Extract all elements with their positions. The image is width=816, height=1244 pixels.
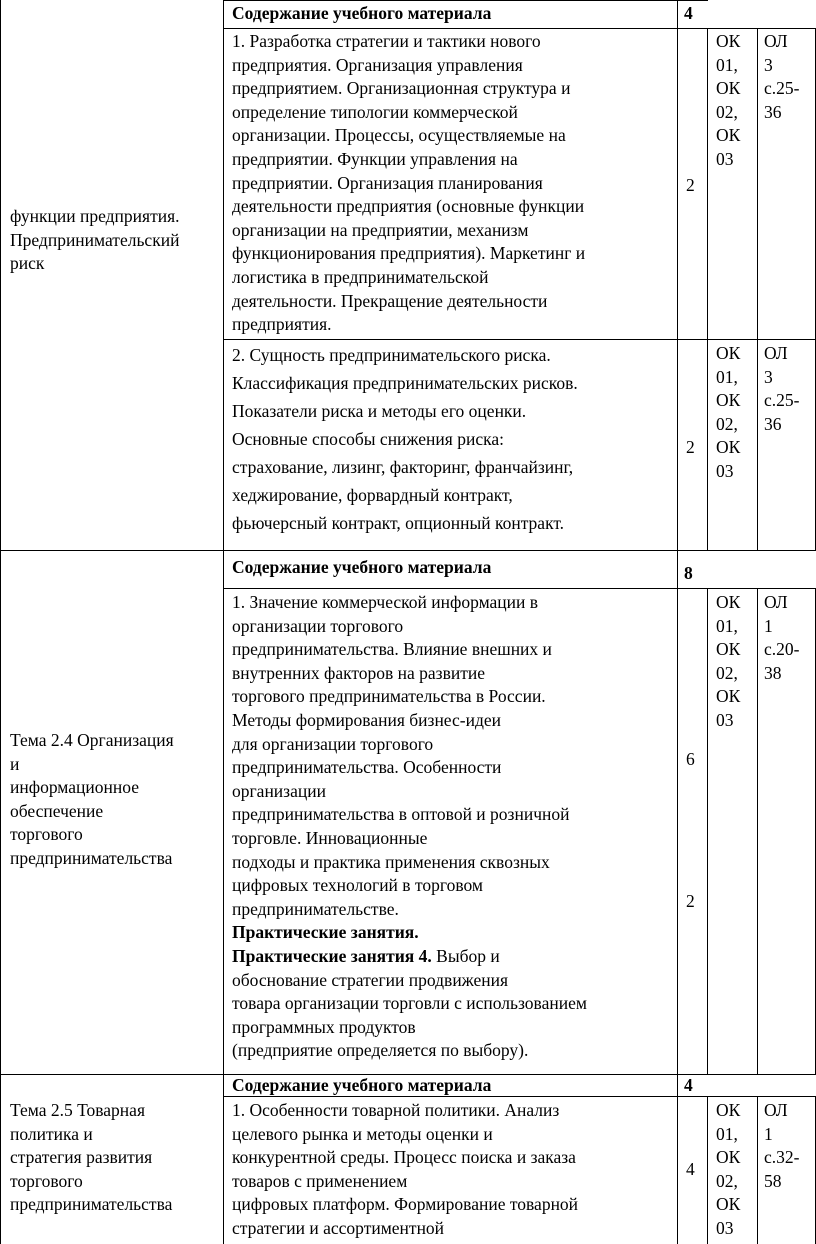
practical-title: Практические занятия. <box>232 922 419 943</box>
content-header-hours: 8 <box>684 563 693 583</box>
content-header-hours: 4 <box>684 3 693 23</box>
column-divider-competencies <box>707 28 708 550</box>
hours-practical-value: 2 <box>686 891 695 911</box>
topic-cell <box>10 729 174 871</box>
content-item: 1. Разработка стратегии и тактики нового предприятия. Организация управления предприятием. Организационная структура и определение типологии коммерческой организации. Процессы, осуществляемые на предприятии. Функции управления на предприятии. Организация планирования деятельности предприятия (основные функции организации на предприятии, механизм функционирования предприятия). Маркетинг и логистика в предпринимательской деятельности. Прекращение деятельности предприятия. <box>232 31 586 335</box>
literature-cell: ОЛ 1 с.32- 58 <box>764 1100 800 1191</box>
column-divider-hours <box>677 0 678 1244</box>
column-divider-competencies <box>707 1096 708 1244</box>
column-divider-literature <box>757 28 758 550</box>
row-divider <box>223 588 816 589</box>
row-divider <box>223 28 816 29</box>
topic-line: и <box>10 753 20 774</box>
column-divider-literature <box>757 1096 758 1244</box>
topic-line: информационное <box>10 777 139 798</box>
hours-value: 2 <box>686 437 695 457</box>
topic-line: торгового <box>10 824 83 845</box>
content-header-label: Содержание учебного материала <box>232 1075 492 1095</box>
column-divider-competencies <box>707 588 708 1074</box>
content-header <box>232 556 491 580</box>
table-border-left <box>0 0 1 1244</box>
topic-line: торгового <box>10 1170 83 1191</box>
competencies-cell: ОК 01, ОК 02, ОК 03 <box>716 1100 741 1238</box>
topic-cell <box>10 1099 172 1217</box>
topic-line: предпринимательства <box>10 1194 173 1215</box>
topic-line: стратегия развития <box>10 1147 153 1168</box>
literature-cell: ОЛ 3 с.25- 36 <box>764 31 800 122</box>
content-header-label: Содержание учебного материала <box>232 557 492 577</box>
row-divider <box>223 0 708 1</box>
competencies-cell: ОК 01, ОК 02, ОК 03 <box>716 31 741 169</box>
topic-line: политика и <box>10 1123 93 1144</box>
practical-line: Практические занятия 4. Выбор и <box>232 945 500 966</box>
content-header-label: Содержание учебного материала <box>232 3 492 23</box>
row-divider <box>223 339 816 340</box>
column-divider-literature <box>757 588 758 1074</box>
section-divider <box>0 550 816 551</box>
content-item: 1. Значение коммерческой информации в организации торгового предпринимательства. Влияние внешних и внутренних факторов на развитие торгового предпринимательства в России. Методы формирования бизнес-идеи для организации торгового предпринимательства. Особенности организации предпринимательства в оптовой и розничной торговле. Инновационные подходы и практика применения сквозных цифровых технологий в торговом предпринимательстве. Практические занятия. Практические занятия 4. Выбор и обоснование стратегии продвижения товара организации торговли с использованием программных продуктов (предприятие определяется по выбору). <box>232 592 587 1061</box>
hours-value: 6 <box>686 749 695 769</box>
content-header <box>232 1074 491 1098</box>
hours-value: 2 <box>686 175 695 195</box>
content-item: 1. Особенности товарной политики. Анализ целевого рынка и методы оценки и конкурентной среды. Процесс поиска и заказа товаров с применением цифровых платформ. Формирование товарной стратегии и ассортиментной <box>232 1100 579 1238</box>
topic-line: функции предприятия. <box>10 206 180 226</box>
topic-line: Тема 2.5 Товарная <box>10 1100 145 1120</box>
topic-line: Тема 2.4 Организация <box>10 730 174 750</box>
practical-label: Практические занятия 4. <box>232 945 432 966</box>
literature-cell: ОЛ 3 с.25- 36 <box>764 343 800 434</box>
competencies-cell: ОК 01, ОК 02, ОК 03 <box>716 343 741 481</box>
topic-line: обеспечение <box>10 800 104 821</box>
competencies-cell: ОК 01, ОК 02, ОК 03 <box>716 592 741 730</box>
content-header <box>232 2 491 26</box>
literature-cell: ОЛ 1 с.20- 38 <box>764 592 800 683</box>
topic-line: риск <box>10 253 45 274</box>
topic-line: предпринимательства <box>10 847 173 868</box>
content-item: 2. Сущность предпринимательского риска. Классификация предпринимательских рисков. Показатели риска и методы его оценки. Основные способы снижения риска: страхование, лизинг, факторинг, франчайзинг, хеджирование, форвардный контракт, фьючерсный контракт, опционный контракт. <box>232 345 578 533</box>
content-header-hours: 4 <box>684 1075 693 1095</box>
column-divider-topic <box>223 0 224 1244</box>
hours-value: 4 <box>686 1159 695 1179</box>
topic-line: Предпринимательский <box>10 229 180 250</box>
topic-cell <box>10 205 180 276</box>
